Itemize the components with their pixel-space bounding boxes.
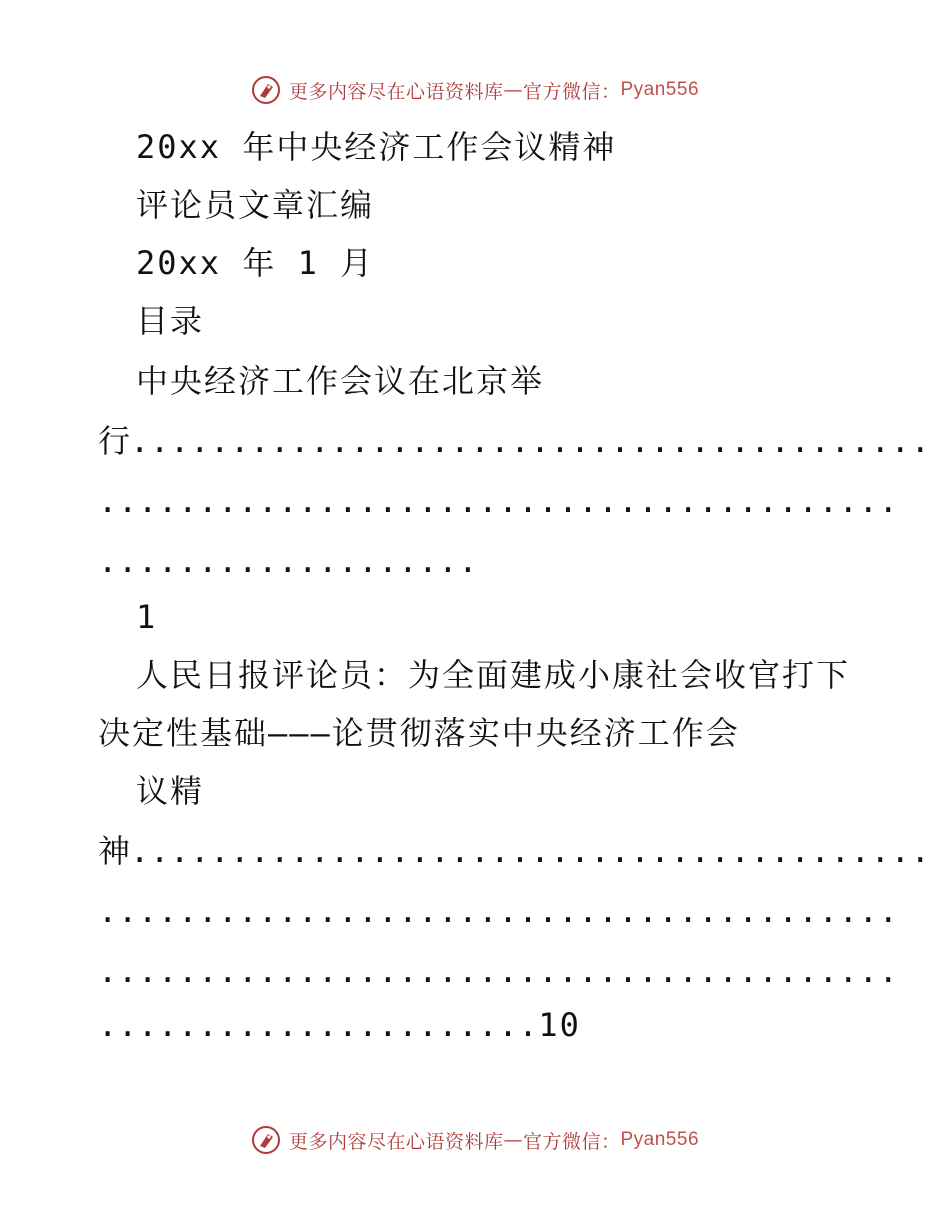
pen-nib-icon [251, 75, 281, 105]
toc-entry-2-leader-4-row [98, 1005, 581, 1045]
toc-entry-2-last-char: 神 [98, 832, 131, 870]
toc-heading: 目录 [136, 302, 205, 340]
toc-entry-1-leader: ........................................ [130, 422, 931, 460]
watermark-site-text: 更多内容尽在心语资料库 [288, 1130, 504, 1153]
watermark-wechat-label: 官方微信： [522, 1130, 621, 1153]
toc-entry-2-title-line3: 议精 [136, 772, 205, 810]
watermark-dash: — [503, 1129, 523, 1151]
watermark-wechat-id: Pyan556 [620, 79, 700, 100]
watermark-dash: — [503, 79, 523, 101]
toc-entry-1-title-end [98, 421, 931, 461]
toc-entry-1-leader-2: ........................................ [98, 482, 899, 520]
toc-entry-1-title: 中央经济工作会议在北京举 [136, 362, 545, 400]
document-title: 20xx 年中央经济工作会议精神 [136, 128, 617, 166]
watermark-banner-top [0, 70, 950, 110]
toc-entry-1-page: 1 [136, 598, 158, 636]
toc-entry-2-title-end [98, 831, 931, 871]
toc-entry-2-leader-3: ........................................ [98, 952, 899, 990]
toc-entry-2-leader: ........................................ [130, 832, 931, 870]
toc-entry-2-title-line1: 人民日报评论员：为全面建成小康社会收官打下 [136, 656, 851, 694]
watermark-wechat-id: Pyan556 [620, 1129, 700, 1150]
toc-entry-2-leader-4: ...................... [98, 1006, 539, 1044]
document-date: 20xx 年 1 月 [136, 244, 375, 282]
toc-entry-2-title-line2: 决定性基础———论贯彻落实中央经济工作会 [98, 714, 740, 752]
toc-entry-2-page: 10 [538, 1006, 581, 1044]
toc-entry-2-leader-2: ........................................ [98, 892, 899, 930]
watermark-site-text: 更多内容尽在心语资料库 [288, 80, 504, 103]
watermark-banner-bottom [0, 1120, 950, 1160]
toc-entry-1-leader-3: ................... [98, 542, 479, 580]
pen-nib-icon [251, 1125, 281, 1155]
watermark-wechat-label: 官方微信： [522, 80, 621, 103]
document-subtitle: 评论员文章汇编 [136, 186, 375, 224]
toc-entry-1-last-char: 行 [98, 422, 131, 460]
